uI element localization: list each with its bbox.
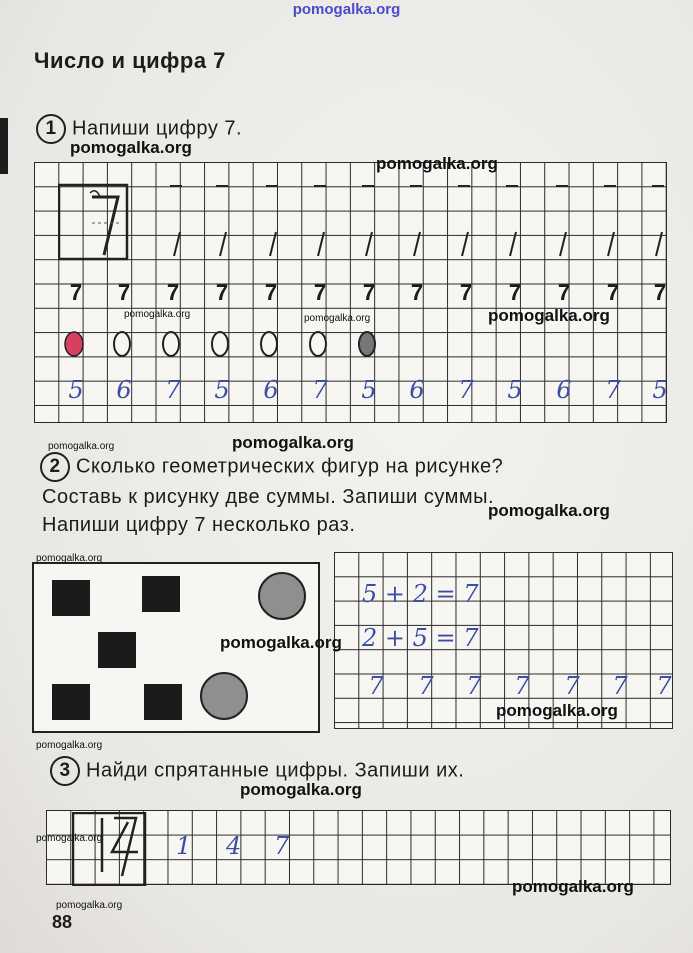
task1-text: Напиши цифру 7.	[72, 117, 243, 140]
black-square	[52, 580, 90, 616]
watermark: pomogalka.org	[48, 441, 115, 452]
slant-strokes-row	[160, 228, 670, 260]
watermark: pomogalka.org	[220, 633, 342, 652]
task2-line1: Сколько геометрических фигур на рисунке?	[76, 455, 504, 478]
task1-number: 1	[36, 114, 66, 144]
hidden-digit-3: 7	[274, 832, 290, 860]
task2-heading	[40, 452, 503, 482]
task2-line3: Напиши цифру 7 несколько раз.	[42, 514, 356, 536]
hw-digit: 5	[214, 376, 230, 404]
task2-number: 2	[40, 452, 70, 482]
seven-digit: 7	[653, 280, 667, 305]
gray-circle	[200, 672, 248, 720]
task3-text: Найди спрятанные цифры. Запиши их.	[86, 759, 465, 782]
handwritten-digits-row	[34, 376, 674, 408]
seven-digit: 7	[508, 280, 522, 305]
task2-line2: Составь к рисунку две суммы. Запиши суммы.	[42, 486, 495, 508]
hw-digit: 6	[409, 376, 425, 404]
seven-digit: 7	[362, 280, 376, 305]
hw-seven: 7	[466, 672, 482, 700]
seven-digit: 7	[606, 280, 620, 305]
hw-digit: 7	[312, 376, 328, 404]
watermark: pomogalka.org	[376, 154, 498, 173]
hw-digit: 6	[116, 376, 132, 404]
seven-digit: 7	[117, 280, 131, 305]
hw-seven: 7	[656, 672, 672, 700]
hw-digit: 5	[68, 376, 84, 404]
watermark: pomogalka.org	[36, 833, 103, 844]
watermark: pomogalka.org	[232, 433, 354, 452]
page-edge-tab	[0, 118, 8, 174]
watermark: pomogalka.org	[56, 900, 123, 911]
hw-digit: 6	[263, 376, 279, 404]
ovals-row	[34, 326, 674, 362]
page-number: 88	[52, 912, 73, 932]
page-title: Число и цифра 7	[34, 48, 226, 73]
task2-sevens-row	[334, 672, 674, 702]
site-link[interactable]: pomogalka.org	[292, 1, 401, 18]
watermark: pomogalka.org	[496, 701, 618, 720]
seven-digit: 7	[264, 280, 278, 305]
hidden-digit-2: 4	[226, 832, 242, 860]
seven-digit: 7	[166, 280, 180, 305]
black-square	[144, 684, 182, 720]
seven-digit: 7	[69, 280, 83, 305]
red-oval	[65, 332, 83, 356]
watermark: pomogalka.org	[488, 501, 610, 520]
watermark: pomogalka.org	[488, 306, 610, 325]
seven-digit: 7	[410, 280, 424, 305]
watermark: pomogalka.org	[512, 877, 634, 896]
watermark: pomogalka.org	[70, 138, 192, 157]
seven-digit: 7	[557, 280, 571, 305]
black-square	[142, 576, 180, 612]
watermark: pomogalka.org	[240, 780, 362, 799]
gray-circle	[258, 572, 306, 620]
watermark: pomogalka.org	[36, 740, 103, 751]
watermark: pomogalka.org	[124, 309, 191, 320]
hw-digit: 5	[507, 376, 523, 404]
watermark: pomogalka.org	[36, 553, 103, 564]
hw-seven: 7	[612, 672, 628, 700]
hw-seven: 7	[368, 672, 384, 700]
hw-digit: 7	[458, 376, 474, 404]
equation-2: 2 + 5 = 7	[362, 624, 479, 652]
seven-digit: 7	[313, 280, 327, 305]
hw-seven: 7	[418, 672, 434, 700]
hw-seven: 7	[514, 672, 530, 700]
equation-1: 5 + 2 = 7	[362, 580, 479, 608]
hidden-digit-1: 1	[176, 832, 192, 860]
hw-digit: 6	[556, 376, 572, 404]
black-square	[98, 632, 136, 668]
hw-digit: 7	[605, 376, 621, 404]
watermark: pomogalka.org	[304, 313, 371, 324]
black-square	[52, 684, 90, 720]
hw-digit: 7	[165, 376, 181, 404]
seven-digit: 7	[215, 280, 229, 305]
sample-seven-box	[58, 183, 130, 263]
hidden-digits-box	[72, 812, 148, 886]
task3-number: 3	[50, 756, 80, 786]
seven-digit: 7	[459, 280, 473, 305]
hw-digit: 5	[361, 376, 377, 404]
hw-seven: 7	[564, 672, 580, 700]
hw-digit: 5	[652, 376, 668, 404]
